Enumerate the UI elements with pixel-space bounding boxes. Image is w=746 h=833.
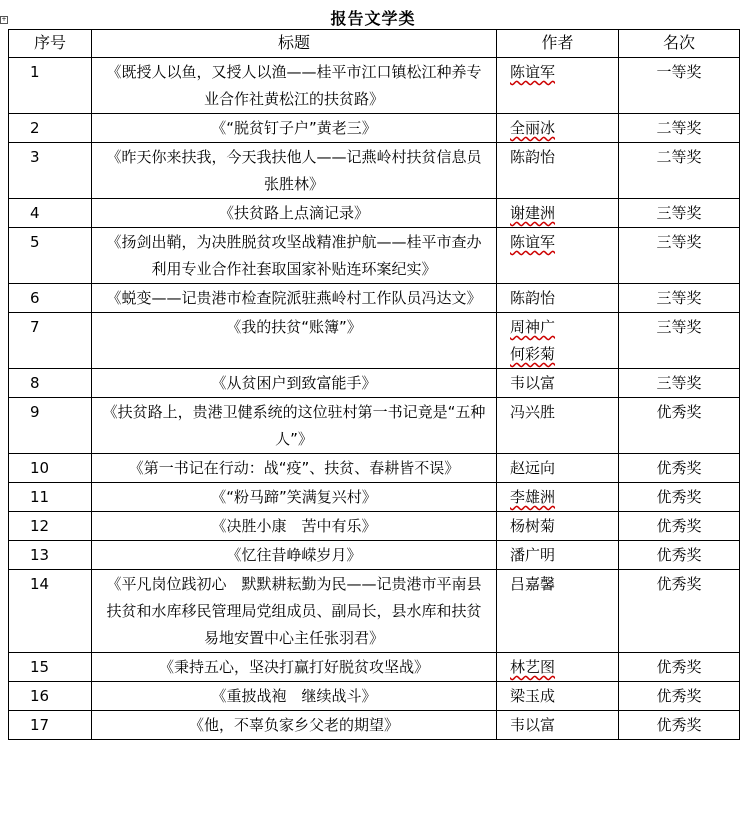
table-move-handle[interactable]: + [1, 16, 7, 23]
row-title: 《从贫困户到致富能手》 [92, 369, 497, 398]
row-number: 11 [9, 483, 92, 512]
table-row [9, 454, 740, 483]
row-author [497, 454, 619, 483]
row-rank: 三等奖 [619, 369, 740, 398]
table-row [9, 682, 740, 711]
author-name: 陈谊军 [510, 63, 556, 81]
row-rank: 优秀奖 [619, 454, 740, 483]
row-number: 1 [9, 58, 92, 114]
row-title: 《扶贫路上，贵港卫健系统的这位驻村第一书记竟是“五种人”》 [92, 398, 497, 454]
row-number: 2 [9, 114, 92, 143]
author-name: 赵远向 [510, 459, 556, 477]
author-name: 何彩菊 [510, 345, 556, 363]
table-row [9, 313, 740, 369]
author-name: 梁玉成 [510, 687, 556, 705]
row-number: 15 [9, 653, 92, 682]
row-rank: 三等奖 [619, 199, 740, 228]
row-title: 《决胜小康 苦中有乐》 [92, 512, 497, 541]
author-name: 李雄洲 [510, 488, 556, 506]
row-number: 7 [9, 313, 92, 369]
table-row [9, 143, 740, 199]
author-name: 韦以富 [510, 374, 556, 392]
author-name: 韦以富 [510, 716, 556, 734]
row-title: 《秉持五心，坚决打赢打好脱贫攻坚战》 [92, 653, 497, 682]
author-name: 冯兴胜 [510, 403, 556, 421]
row-author [497, 398, 619, 454]
row-rank: 三等奖 [619, 284, 740, 313]
row-number: 4 [9, 199, 92, 228]
row-rank: 优秀奖 [619, 570, 740, 653]
table-row [9, 512, 740, 541]
row-number: 17 [9, 711, 92, 740]
row-title: 《“脱贫钉子户”黄老三》 [92, 114, 497, 143]
author-name: 陈谊军 [510, 233, 556, 251]
table-header-row [9, 30, 740, 58]
row-author [497, 682, 619, 711]
row-rank: 优秀奖 [619, 541, 740, 570]
author-name: 陈韵怡 [510, 289, 556, 307]
table-row [9, 570, 740, 653]
page-title: 报告文学类 [330, 9, 416, 28]
table-row [9, 398, 740, 454]
table-row [9, 114, 740, 143]
author-name: 谢建洲 [510, 204, 556, 222]
header-number: 序号 [9, 30, 92, 58]
row-author [497, 369, 619, 398]
row-author [497, 228, 619, 284]
table-row [9, 653, 740, 682]
header-rank: 名次 [619, 30, 740, 58]
row-title: 《蜕变——记贵港市检查院派驻燕岭村工作队员冯达文》 [92, 284, 497, 313]
row-number: 5 [9, 228, 92, 284]
row-rank: 优秀奖 [619, 711, 740, 740]
row-author [497, 143, 619, 199]
row-number: 14 [9, 570, 92, 653]
row-number: 16 [9, 682, 92, 711]
row-author [497, 483, 619, 512]
row-author [497, 711, 619, 740]
table-row [9, 58, 740, 114]
header-author: 作者 [497, 30, 619, 58]
row-rank: 优秀奖 [619, 483, 740, 512]
row-rank: 优秀奖 [619, 512, 740, 541]
author-name: 林艺图 [510, 658, 556, 676]
awards-table [8, 29, 740, 740]
table-row [9, 199, 740, 228]
row-author [497, 512, 619, 541]
row-number: 3 [9, 143, 92, 199]
row-rank: 一等奖 [619, 58, 740, 114]
row-number: 9 [9, 398, 92, 454]
row-author [497, 313, 619, 369]
row-title: 《昨天你来扶我，今天我扶他人——记燕岭村扶贫信息员张胜林》 [92, 143, 497, 199]
row-title: 《“粉马蹄”笑满复兴村》 [92, 483, 497, 512]
table-row [9, 711, 740, 740]
author-name: 全丽冰 [510, 119, 556, 137]
row-number: 6 [9, 284, 92, 313]
row-author [497, 570, 619, 653]
table-row [9, 541, 740, 570]
row-number: 8 [9, 369, 92, 398]
row-title: 《扬剑出鞘，为决胜脱贫攻坚战精准护航——桂平市查办利用专业合作社套取国家补贴连环案纪实》 [92, 228, 497, 284]
row-author [497, 541, 619, 570]
row-rank: 优秀奖 [619, 398, 740, 454]
row-title: 《第一书记在行动：战“疫”、扶贫、春耕皆不误》 [92, 454, 497, 483]
table-row [9, 369, 740, 398]
author-name: 潘广明 [510, 546, 556, 564]
row-title: 《我的扶贫“账簿”》 [92, 313, 497, 369]
author-name: 吕嘉馨 [510, 575, 556, 593]
row-rank: 优秀奖 [619, 653, 740, 682]
row-rank: 三等奖 [619, 228, 740, 284]
row-title: 《扶贫路上点滴记录》 [92, 199, 497, 228]
row-rank: 优秀奖 [619, 682, 740, 711]
table-row [9, 483, 740, 512]
row-rank: 二等奖 [619, 114, 740, 143]
row-title: 《平凡岗位践初心 默默耕耘勤为民——记贵港市平南县扶贫和水库移民管理局党组成员、副局长，县水库和扶贫易地安置中心主任张羽君》 [92, 570, 497, 653]
row-number: 12 [9, 512, 92, 541]
row-title: 《既授人以鱼，又授人以渔——桂平市江口镇松江种养专业合作社黄松江的扶贫路》 [92, 58, 497, 114]
row-author [497, 199, 619, 228]
row-author [497, 114, 619, 143]
row-author [497, 653, 619, 682]
row-number: 10 [9, 454, 92, 483]
row-title: 《他，不辜负家乡父老的期望》 [92, 711, 497, 740]
row-title: 《忆往昔峥嵘岁月》 [92, 541, 497, 570]
header-title: 标题 [92, 30, 497, 58]
row-title: 《重披战袍 继续战斗》 [92, 682, 497, 711]
row-rank: 三等奖 [619, 313, 740, 369]
author-name: 杨树菊 [510, 517, 556, 535]
author-name: 陈韵怡 [510, 148, 556, 166]
row-number: 13 [9, 541, 92, 570]
author-name: 周神广 [510, 318, 556, 336]
table-row [9, 284, 740, 313]
row-rank: 二等奖 [619, 143, 740, 199]
row-author [497, 284, 619, 313]
row-author [497, 58, 619, 114]
table-row [9, 228, 740, 284]
